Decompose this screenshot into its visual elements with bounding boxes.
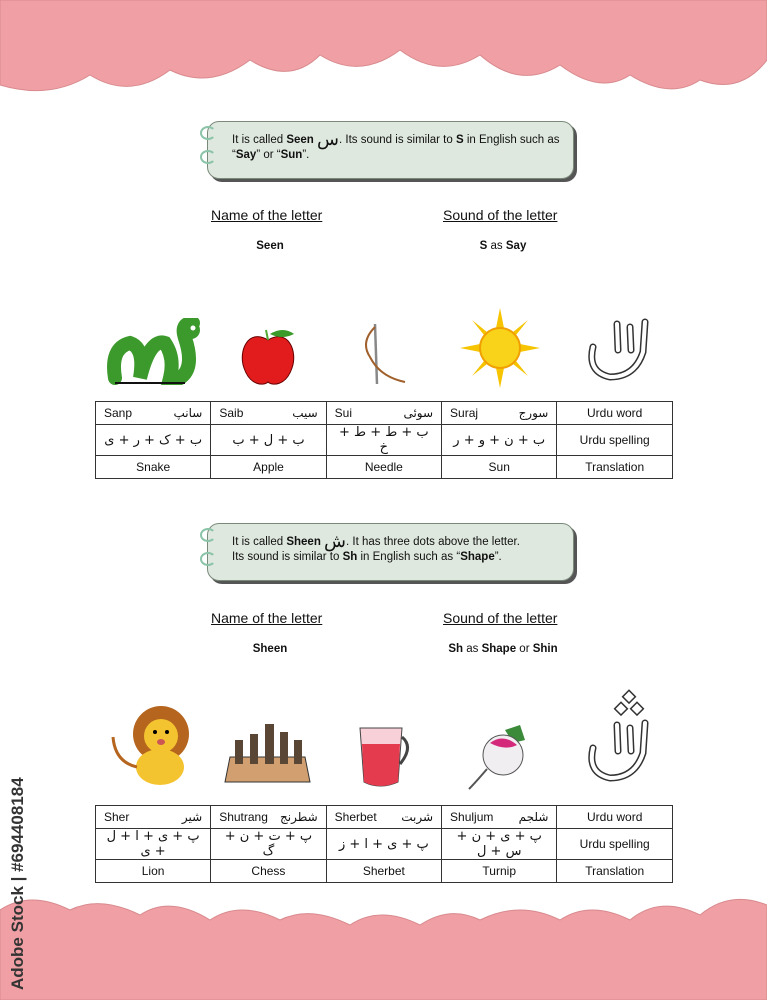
name-heading: Name of the letter bbox=[211, 610, 323, 626]
table-cell bbox=[211, 402, 326, 425]
table-cell: Apple bbox=[211, 456, 326, 479]
table-cell: Chess bbox=[211, 860, 326, 883]
table-cell: Urdu spelling bbox=[557, 829, 673, 860]
text-span: or bbox=[516, 643, 533, 655]
text-span: Seen bbox=[286, 134, 314, 146]
text-span: Sun bbox=[280, 149, 303, 161]
table-cell bbox=[96, 806, 211, 829]
text-span: Sh bbox=[448, 643, 464, 655]
text-span: Sheen bbox=[286, 536, 321, 548]
ring-binder-icon bbox=[200, 126, 216, 140]
needle-image bbox=[355, 322, 410, 388]
table-cell: Translation bbox=[557, 860, 673, 883]
text-span: Say bbox=[235, 149, 257, 161]
letter-sound bbox=[433, 643, 573, 655]
table-cell: Urdu word bbox=[557, 402, 673, 425]
text-span: Shuljum bbox=[450, 810, 494, 824]
table-row-urdu-word bbox=[96, 402, 673, 425]
table-cell: ب + ک + ر + ی bbox=[96, 425, 211, 456]
table-cell bbox=[326, 806, 441, 829]
text-span: . It has three dots above the letter. bbox=[346, 536, 520, 548]
text-span: سوئی bbox=[403, 406, 434, 420]
table-cell: Turnip bbox=[442, 860, 557, 883]
text-span: شلجم bbox=[518, 810, 549, 824]
seen-info-callout bbox=[207, 121, 574, 179]
top-cloud-border bbox=[0, 0, 767, 100]
text-span: Shape bbox=[481, 643, 517, 655]
text-span: in English such as “ bbox=[232, 134, 560, 161]
letter-name: Sheen bbox=[252, 643, 288, 655]
sheen-words-table bbox=[95, 805, 673, 883]
table-cell bbox=[442, 402, 557, 425]
table-row-urdu-word bbox=[96, 806, 673, 829]
text-span: as bbox=[487, 240, 506, 252]
sound-heading: Sound of the letter bbox=[443, 610, 558, 626]
turnip-image bbox=[465, 725, 535, 793]
table-cell: Lion bbox=[96, 860, 211, 883]
table-cell: Needle bbox=[326, 456, 441, 479]
text-span: ش bbox=[324, 531, 347, 552]
text-span: Sher bbox=[104, 810, 130, 824]
sound-heading: Sound of the letter bbox=[443, 207, 558, 223]
table-cell: ب + ن + و + ر bbox=[442, 425, 557, 456]
text-span: سانپ bbox=[173, 406, 203, 420]
chess-image bbox=[220, 722, 315, 784]
table-cell: Snake bbox=[96, 456, 211, 479]
table-cell: Sherbet bbox=[326, 860, 441, 883]
text-span: شربت bbox=[401, 810, 434, 824]
text-span: Its sound is similar to bbox=[232, 551, 343, 563]
apple-image bbox=[238, 326, 298, 388]
text-span: in English such as “ bbox=[357, 551, 461, 563]
table-cell: ب + ل + ب bbox=[211, 425, 326, 456]
text-span: It is called bbox=[232, 536, 287, 548]
snake-image bbox=[105, 318, 200, 388]
ring-binder-icon bbox=[200, 150, 216, 164]
text-span: . Its sound is similar to bbox=[339, 134, 456, 146]
sherbet-jug-image bbox=[352, 722, 412, 790]
stock-watermark-id: Adobe Stock | #694408184 bbox=[8, 777, 27, 990]
table-cell: Urdu word bbox=[557, 806, 673, 829]
text-span: س bbox=[317, 129, 340, 150]
letter-sound bbox=[443, 240, 563, 252]
lion-image bbox=[105, 702, 197, 790]
text-span: سورج bbox=[518, 406, 549, 420]
text-span: ”. bbox=[302, 149, 310, 161]
text-span: S bbox=[455, 134, 464, 146]
table-cell: پ + ی + ا + ل + ی bbox=[96, 829, 211, 860]
sun-image bbox=[460, 308, 540, 388]
text-span: It is called bbox=[232, 134, 287, 146]
table-cell: پ + ی + ن + س + ل bbox=[442, 829, 557, 860]
letter-seen-outline-image bbox=[585, 312, 655, 387]
text-span: Sh bbox=[342, 551, 358, 563]
text-span: as bbox=[463, 643, 482, 655]
table-cell: Urdu spelling bbox=[557, 425, 673, 456]
table-cell bbox=[96, 402, 211, 425]
text-span: Sherbet bbox=[334, 810, 377, 824]
text-span: ” or “ bbox=[256, 149, 281, 161]
table-row-translation bbox=[96, 456, 673, 479]
text-span: شیر bbox=[181, 810, 203, 824]
text-span: S bbox=[479, 240, 488, 252]
table-cell: ب + ط + ط + خ bbox=[326, 425, 441, 456]
text-span: Suraj bbox=[450, 406, 479, 420]
ring-binder-icon bbox=[200, 528, 216, 542]
seen-words-table bbox=[95, 401, 673, 479]
table-cell bbox=[326, 402, 441, 425]
text-span: Saib bbox=[219, 406, 244, 420]
letter-name: Seen bbox=[256, 240, 284, 252]
table-cell: Sun bbox=[442, 456, 557, 479]
letter-sheen-outline-image bbox=[585, 688, 655, 788]
table-cell: Translation bbox=[557, 456, 673, 479]
text-span: Sui bbox=[334, 406, 352, 420]
text-span: سیب bbox=[292, 406, 318, 420]
ring-binder-icon bbox=[200, 552, 216, 566]
table-row-urdu-spelling bbox=[96, 425, 673, 456]
text-span: Shape bbox=[460, 551, 495, 563]
text-span: شطرنج bbox=[280, 810, 318, 824]
table-cell bbox=[211, 806, 326, 829]
table-row-urdu-spelling bbox=[96, 829, 673, 860]
text-span: Sanp bbox=[104, 406, 133, 420]
text-span: Shin bbox=[532, 643, 558, 655]
table-cell bbox=[442, 806, 557, 829]
table-cell: پ + ی + ا + ز bbox=[326, 829, 441, 860]
bottom-cloud-border bbox=[0, 895, 767, 1000]
text-span: Shutrang bbox=[219, 810, 268, 824]
sheen-info-callout bbox=[207, 523, 574, 581]
text-span: Say bbox=[505, 240, 527, 252]
name-heading: Name of the letter bbox=[211, 207, 323, 223]
table-row-translation bbox=[96, 860, 673, 883]
text-span: ”. bbox=[494, 551, 502, 563]
table-cell: پ + ت + ن + گ bbox=[211, 829, 326, 860]
